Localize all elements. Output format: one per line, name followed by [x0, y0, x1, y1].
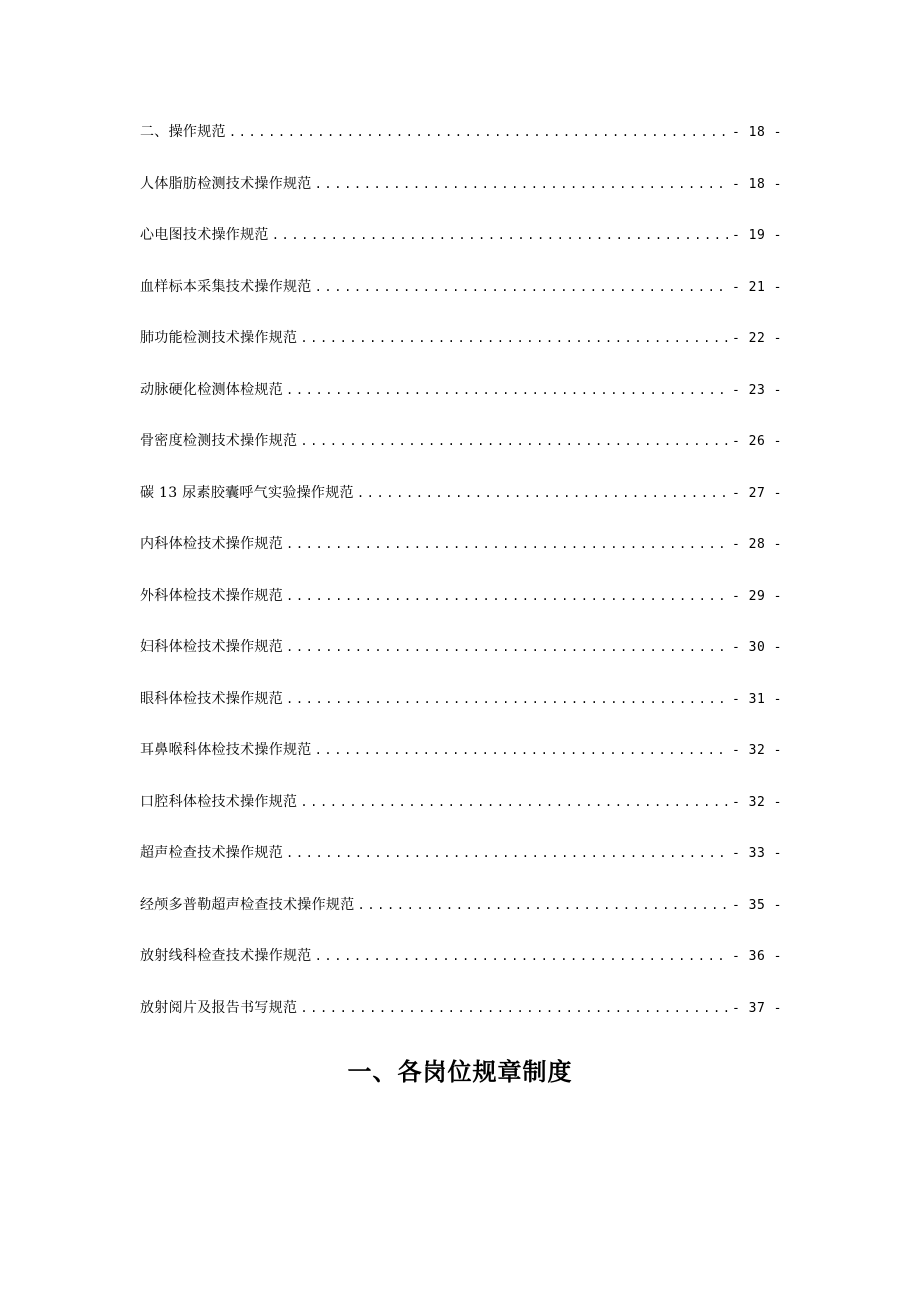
toc-entry-title: 经颅多普勒超声检查技术操作规范 [140, 896, 355, 913]
toc-dot-leader [286, 635, 730, 659]
toc-dot-leader [286, 687, 730, 711]
toc-dot-leader [286, 532, 730, 556]
toc-entry-title: 放射阅片及报告书写规范 [140, 999, 298, 1016]
toc-entry-title: 碳 13 尿素胶囊呼气实验操作规范 [140, 484, 354, 501]
toc-entry-title: 二、操作规范 [140, 124, 226, 140]
toc-page-number: - 18 - [732, 176, 782, 192]
toc-entry[interactable] [140, 532, 782, 584]
table-of-contents [140, 120, 782, 1047]
toc-entry[interactable] [140, 944, 782, 996]
toc-page-number: - 32 - [732, 794, 782, 810]
toc-dot-leader [286, 378, 730, 402]
toc-dot-leader [300, 429, 730, 453]
toc-dot-leader [229, 120, 730, 144]
toc-dot-leader [315, 172, 730, 196]
toc-entry-title: 口腔科体检技术操作规范 [140, 793, 298, 810]
toc-page-number: - 22 - [732, 331, 782, 346]
toc-entry-title: 心电图技术操作规范 [140, 227, 269, 243]
toc-dot-leader [272, 223, 730, 247]
toc-entry[interactable] [140, 738, 782, 790]
toc-page-number: - 31 - [732, 691, 782, 707]
toc-dot-leader [358, 893, 731, 917]
toc-entry-title: 超声检查技术操作规范 [140, 845, 283, 861]
toc-entry[interactable] [140, 326, 782, 378]
toc-page-number: - 36 - [732, 949, 782, 964]
toc-entry[interactable] [140, 275, 782, 327]
toc-dot-leader [315, 275, 730, 299]
toc-page-number: - 29 - [732, 588, 782, 604]
toc-dot-leader [300, 790, 730, 814]
toc-dot-leader [286, 841, 730, 865]
section-heading: 一、各岗位规章制度 [347, 1058, 573, 1086]
toc-entry[interactable] [140, 841, 782, 893]
toc-entry-title: 眼科体检技术操作规范 [140, 690, 283, 707]
toc-entry-title: 动脉硬化检测体检规范 [140, 381, 283, 398]
toc-entry[interactable] [140, 481, 782, 533]
toc-page-number: - 33 - [732, 846, 782, 861]
toc-page-number: - 23 - [732, 382, 782, 398]
toc-entry-title: 外科体检技术操作规范 [140, 587, 283, 604]
toc-entry[interactable] [140, 120, 782, 172]
toc-entry-title: 骨密度检测技术操作规范 [140, 433, 298, 449]
toc-entry-title: 放射线科检查技术操作规范 [140, 948, 312, 964]
toc-dot-leader [300, 326, 730, 350]
toc-entry[interactable] [140, 635, 782, 687]
toc-entry[interactable] [140, 893, 782, 945]
toc-entry[interactable] [140, 790, 782, 842]
toc-entry-title: 人体脂肪检测技术操作规范 [140, 175, 312, 192]
toc-dot-leader [315, 738, 730, 762]
toc-page-number: - 18 - [732, 125, 782, 140]
toc-page-number: - 19 - [732, 228, 782, 243]
toc-entry-title: 耳鼻喉科体检技术操作规范 [140, 742, 312, 758]
toc-entry[interactable] [140, 223, 782, 275]
toc-dot-leader [300, 996, 730, 1020]
toc-entry-title: 血样标本采集技术操作规范 [140, 278, 312, 295]
toc-entry[interactable] [140, 429, 782, 481]
toc-page-number: - 32 - [732, 743, 782, 758]
toc-entry-title: 妇科体检技术操作规范 [140, 639, 283, 655]
toc-entry[interactable] [140, 687, 782, 739]
toc-dot-leader [286, 584, 730, 608]
toc-entry[interactable] [140, 584, 782, 636]
toc-entry[interactable] [140, 172, 782, 224]
toc-page-number: - 35 - [732, 897, 782, 913]
toc-page-number: - 28 - [732, 537, 782, 552]
toc-dot-leader [315, 944, 730, 968]
toc-entry-title: 内科体检技术操作规范 [140, 536, 283, 552]
toc-entry[interactable] [140, 996, 782, 1048]
toc-page-number: - 26 - [732, 434, 782, 449]
toc-dot-leader [357, 481, 730, 505]
toc-page-number: - 21 - [732, 279, 782, 295]
toc-page-number: - 27 - [732, 485, 782, 501]
toc-page-number: - 37 - [732, 1000, 782, 1016]
toc-entry[interactable] [140, 378, 782, 430]
toc-entry-title: 肺功能检测技术操作规范 [140, 330, 298, 346]
toc-page-number: - 30 - [732, 640, 782, 655]
